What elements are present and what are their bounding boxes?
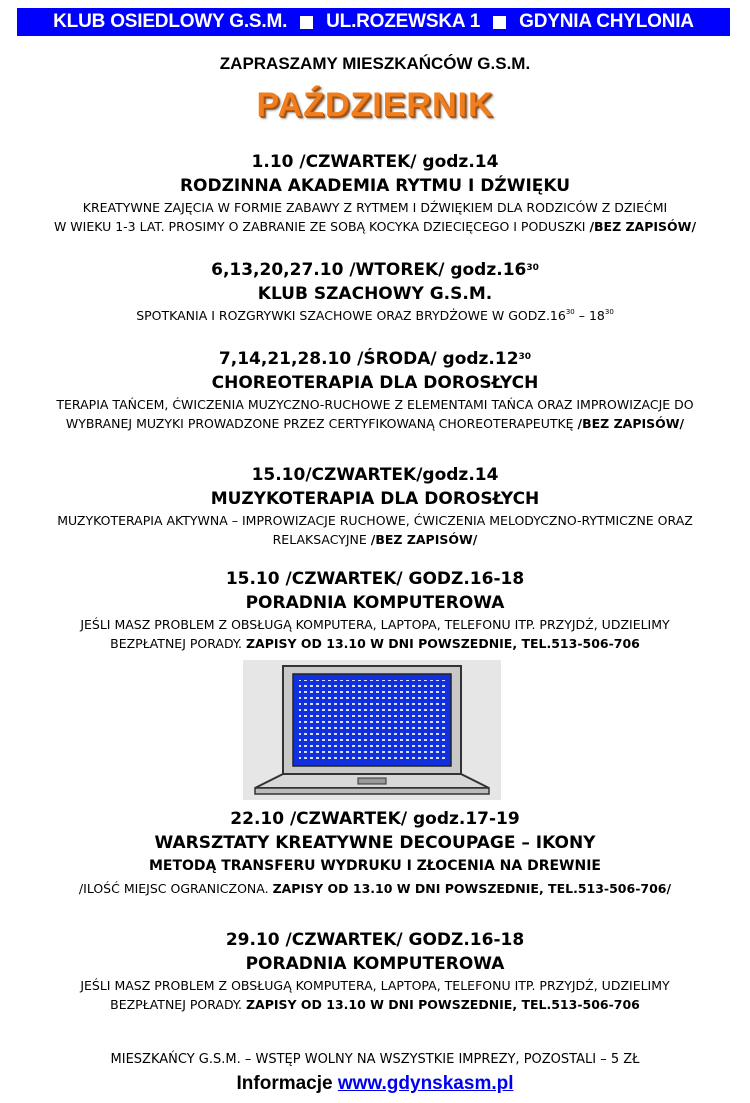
event-contact: ZAPISY OD 13.10 W DNI POWSZEDNIE, TEL.513-506-706	[245, 997, 640, 1012]
club-name: KLUB OSIEDLOWY G.S.M.	[53, 11, 288, 32]
info-label: Informacje	[236, 1073, 338, 1094]
event-date	[0, 347, 750, 371]
event-7	[0, 928, 750, 1014]
square-bullet-icon	[300, 16, 313, 29]
square-bullet-icon	[493, 16, 506, 29]
admission-note: MIESZKAŃCY G.S.M. – WSTĘP WOLNY NA WSZYSTKIE IMPREZY, POZOSTALI – 5 ZŁ	[110, 1052, 640, 1067]
event-date-text: 7,14,21,28.10 /ŚRODA/ godz.12	[218, 349, 519, 369]
event-date-sup: 30	[526, 263, 539, 273]
event-title: CHOREOTERAPIA DLA DOROSŁYCH	[211, 373, 539, 393]
event-description-text: BEZPŁATNEJ PORADY.	[110, 997, 246, 1012]
event-description-text: BEZPŁATNEJ PORADY.	[110, 636, 246, 651]
event-3	[0, 347, 750, 433]
event-description: JEŚLI MASZ PROBLEM Z OBSŁUGĄ KOMPUTERA, LAPTOPA, TELEFONU ITP. PRZYJDŹ, UDZIELIMY	[80, 978, 670, 993]
event-description-text: /ILOŚĆ MIEJSC OGRANICZONA.	[78, 881, 273, 896]
event-description: KREATYWNE ZAJĘCIA W FORMIE ZABAWY Z RYTMEM I DŹWIĘKIEM DLA RODZICÓW Z DZIEĆMI	[82, 200, 668, 215]
event-subtitle: METODĄ TRANSFERU WYDRUKU I ZŁOCENIA NA DREWNIE	[148, 858, 601, 874]
event-time-sup: 30	[565, 308, 575, 316]
event-title: RODZINNA AKADEMIA RYTMU I DŹWIĘKU	[179, 176, 571, 196]
event-1	[0, 150, 750, 236]
event-description	[0, 217, 750, 236]
event-2	[0, 258, 750, 325]
event-date-text: 6,13,20,27.10 /WTOREK/ godz.16	[211, 260, 527, 280]
event-date: 29.10 /CZWARTEK/ GODZ.16-18	[225, 930, 525, 950]
event-description-text: RELAKSACYJNE	[272, 532, 371, 547]
event-description	[0, 306, 750, 325]
event-title: PORADNIA KOMPUTEROWA	[245, 593, 505, 613]
event-description	[0, 414, 750, 433]
event-description	[0, 634, 750, 653]
event-4	[0, 463, 750, 549]
event-date: 15.10 /CZWARTEK/ GODZ.16-18	[225, 569, 525, 589]
event-5	[0, 567, 750, 653]
event-time-sup: 30	[604, 308, 614, 316]
event-description: TERAPIA TAŃCEM, ĆWICZENIA MUZYCZNO-RUCHOWE Z ELEMENTAMI TAŃCA ORAZ IMPROWIZACJE DO	[56, 397, 694, 412]
event-contact: ZAPISY OD 13.10 W DNI POWSZEDNIE, TEL.513-506-706	[245, 636, 640, 651]
event-date: 22.10 /CZWARTEK/ godz.17-19	[230, 809, 520, 829]
event-description	[0, 879, 750, 898]
event-description	[0, 530, 750, 549]
event-description-text: W WIEKU 1-3 LAT. PROSIMY O ZABRANIE ZE SOBĄ KOCYKA DZIECIĘCEGO I PODUSZKI	[53, 219, 590, 234]
header-banner	[17, 8, 730, 36]
event-description-text: WYBRANEJ MUZYKI PROWADZONE PRZEZ CERTYFIKOWANĄ CHOREOTERAPEUTKĘ	[65, 416, 578, 431]
invite-heading: ZAPRASZAMY MIESZKAŃCÓW G.S.M.	[219, 54, 531, 73]
website-link[interactable]: www.gdynskasm.pl	[337, 1073, 514, 1094]
event-note: /BEZ ZAPISÓW/	[577, 416, 685, 431]
event-note: /BEZ ZAPISÓW/	[589, 219, 697, 234]
event-description: JEŚLI MASZ PROBLEM Z OBSŁUGĄ KOMPUTERA, LAPTOPA, TELEFONU ITP. PRZYJDŹ, UDZIELIMY	[80, 617, 670, 632]
event-note: /BEZ ZAPISÓW/	[370, 532, 478, 547]
event-description-text: – 18	[574, 308, 605, 323]
event-6	[0, 807, 750, 898]
event-title: PORADNIA KOMPUTEROWA	[245, 954, 505, 974]
club-address: UL.ROZEWSKA 1	[326, 11, 481, 32]
event-date-sup: 30	[518, 352, 532, 362]
info-line	[0, 1073, 750, 1095]
laptop-icon	[243, 660, 501, 800]
club-city: GDYNIA CHYLONIA	[519, 11, 694, 32]
event-description: MUZYKOTERAPIA AKTYWNA – IMPROWIZACJE RUCHOWE, ĆWICZENIA MELODYCZNO-RYTMICZNE ORAZ	[57, 513, 693, 528]
event-contact: ZAPISY OD 13.10 W DNI POWSZEDNIE, TEL.513-506-706/	[272, 881, 672, 896]
event-title: WARSZTATY KREATYWNE DECOUPAGE – IKONY	[154, 833, 596, 853]
event-title: KLUB SZACHOWY G.S.M.	[257, 284, 493, 304]
event-date	[0, 258, 750, 282]
event-date: 1.10 /CZWARTEK/ godz.14	[251, 152, 499, 172]
event-description	[0, 995, 750, 1014]
event-title: MUZYKOTERAPIA DLA DOROSŁYCH	[210, 489, 540, 509]
event-date: 15.10/CZWARTEK/godz.14	[251, 465, 499, 485]
event-description-text: SPOTKANIA I ROZGRYWKI SZACHOWE ORAZ BRYDŻOWE W GODZ.16	[136, 308, 566, 323]
month-title: PAŹDZIERNIK	[256, 86, 494, 124]
